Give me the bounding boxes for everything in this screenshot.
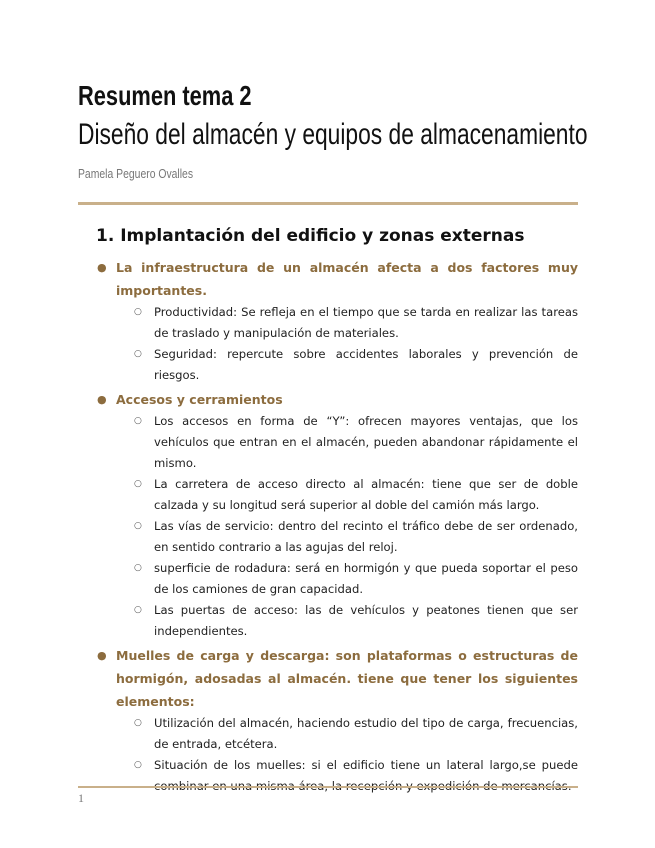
list-item-label: Muelles de carga y descarga: son plataformas o estructuras de hormigón, adosadas al almacén. tiene que tener los siguientes elementos: (116, 648, 578, 709)
sub-list-item: ○ La carretera de acceso directo al almacén: tiene que ser de doble calzada y su longitud será superior al doble del camión más largo. (154, 474, 578, 516)
list-item (96, 388, 578, 411)
sub-list-item: ○ Situación de los muelles: si el edificio tiene un lateral largo,se puede (154, 755, 578, 797)
hollow-bullet-icon: ○ (134, 416, 142, 426)
hollow-bullet-icon: ○ (134, 563, 142, 573)
sub-list-item: ○ Los accesos en forma de “Y”: ofrecen mayores ventajas, que los vehículos que entran en el almacén, pueden abandonar rápidamente el mismo. (154, 411, 578, 474)
hollow-bullet-icon: ○ (134, 760, 142, 770)
sub-list (96, 302, 578, 386)
bullet-icon: ● (97, 261, 107, 274)
hollow-bullet-icon: ○ (134, 521, 142, 531)
sub-list-item: ○ Las puertas de acceso: las de vehículos y peatones tienen que ser independientes. (154, 600, 578, 642)
section-heading: 1. Implantación del edificio y zonas externas (96, 226, 525, 246)
page-number: 1 (78, 791, 84, 805)
hollow-bullet-icon: ○ (134, 307, 142, 317)
sub-list-item: ○ Las vías de servicio: dentro del recinto el tráfico debe de ser ordenado, en sentido contrario a las agujas del reloj. (154, 516, 578, 558)
list-item (96, 256, 578, 302)
sub-list (96, 411, 578, 642)
document-subtitle: Diseño del almacén y equipos de almacenamiento (78, 118, 588, 151)
document-author: Pamela Peguero Ovalles (78, 166, 194, 181)
section-content (96, 256, 578, 799)
hollow-bullet-icon: ○ (134, 718, 142, 728)
header-divider (78, 202, 578, 205)
sub-list-item: ○ Utilización del almacén, haciendo estudio del tipo de carga, frecuencias, de entrada, etcétera. (154, 713, 578, 755)
sub-list (96, 713, 578, 797)
bullet-icon: ● (97, 393, 107, 406)
document-title: Resumen tema 2 (78, 80, 252, 111)
list-item (96, 644, 578, 713)
sub-list-item: ○ superficie de rodadura: será en hormigón y que pueda soportar el peso de los camiones de gran capacidad. (154, 558, 578, 600)
sub-list-item: ○ Productividad: Se refleja en el tiempo que se tarda en realizar las tareas de traslado y manipulación de materiales. (154, 302, 578, 344)
hollow-bullet-icon: ○ (134, 349, 142, 359)
hollow-bullet-icon: ○ (134, 479, 142, 489)
footer-divider (78, 786, 578, 788)
list-item-label: Accesos y cerramientos (116, 392, 283, 407)
list-item-label: La infraestructura de un almacén afecta a dos factores muy importantes. (116, 260, 578, 298)
hollow-bullet-icon: ○ (134, 605, 142, 615)
sub-list-item: ○ Seguridad: repercute sobre accidentes laborales y prevención de riesgos. (154, 344, 578, 386)
bullet-icon: ● (97, 649, 107, 662)
